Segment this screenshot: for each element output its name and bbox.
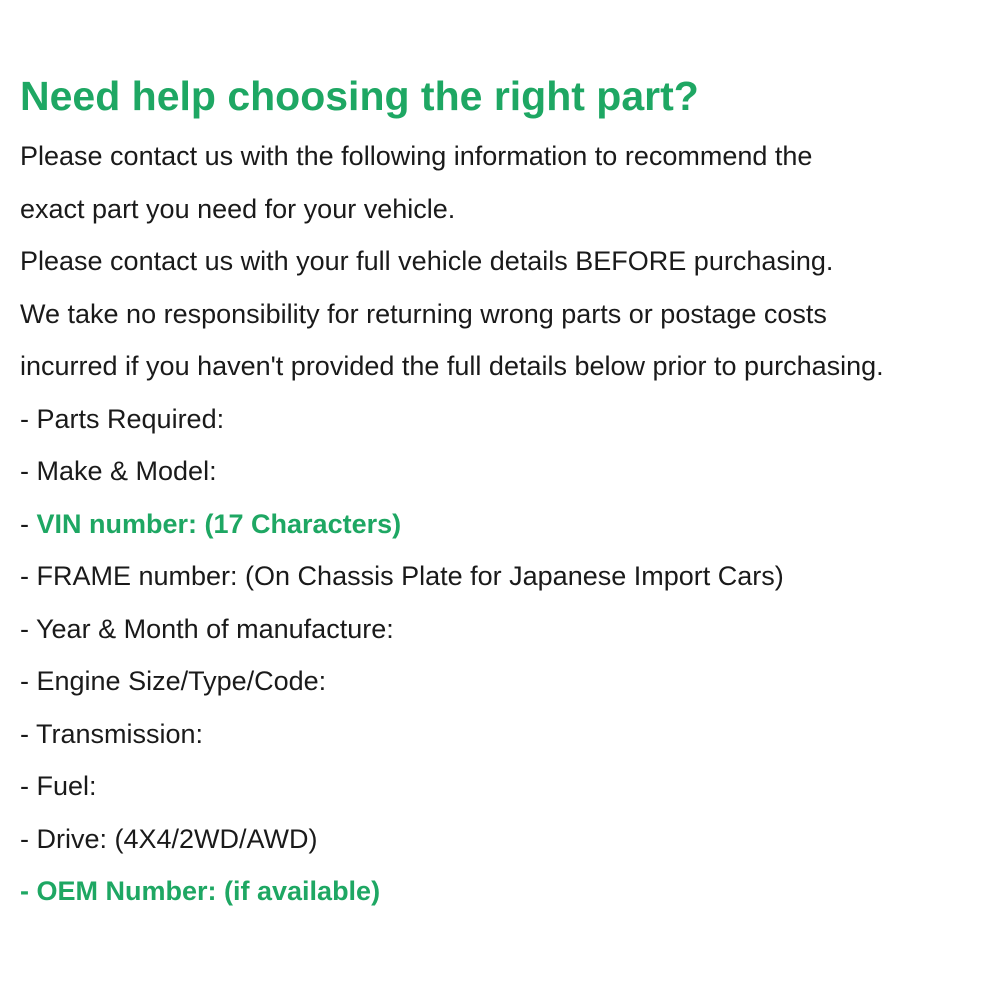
detail-transmission <box>20 708 995 761</box>
intro-line-2: exact part you need for your vehicle. <box>20 193 456 224</box>
bullet-dash: - <box>20 403 37 434</box>
bullet-dash: - <box>20 823 37 854</box>
detail-label: Fuel: <box>36 771 97 801</box>
bullet-dash: - <box>20 876 37 906</box>
bullet-dash: - <box>20 718 37 749</box>
detail-label-highlight: OEM Number: (if available) <box>36 876 381 906</box>
bullet-dash: - <box>20 666 37 696</box>
vehicle-details-list <box>20 393 995 918</box>
intro-line-5: incurred if you haven't provided the full details below prior to purchasing. <box>20 351 884 381</box>
detail-label: FRAME number: (On Chassis Plate for Japanese Import Cars) <box>36 561 784 591</box>
detail-parts-required <box>20 393 995 446</box>
bullet-dash: - <box>20 456 37 486</box>
bullet-dash: - <box>20 561 37 591</box>
detail-oem-number <box>20 865 995 918</box>
info-section <box>20 68 995 918</box>
intro-line-4: We take no responsibility for returning wrong parts or postage costs <box>20 298 827 329</box>
detail-label: Engine Size/Type/Code: <box>36 666 327 696</box>
page-title: Need help choosing the right part? <box>20 73 699 119</box>
intro-line-3: Please contact us with your full vehicle details BEFORE purchasing. <box>20 246 834 276</box>
bullet-dash: - <box>20 771 37 801</box>
detail-fuel <box>20 760 995 813</box>
detail-label: Transmission: <box>36 718 204 749</box>
bullet-dash: - <box>20 508 37 539</box>
detail-label: Make & Model: <box>36 456 217 486</box>
intro-line-1: Please contact us with the following information to recommend the <box>20 141 813 171</box>
bullet-dash: - <box>20 613 37 644</box>
detail-make-model <box>20 445 995 498</box>
detail-vin-number <box>20 498 995 551</box>
detail-drive <box>20 813 995 866</box>
detail-label: Drive: (4X4/2WD/AWD) <box>36 823 318 854</box>
detail-label: Year & Month of manufacture: <box>36 613 394 644</box>
detail-label-highlight: VIN number: (17 Characters) <box>36 508 402 539</box>
detail-year-month <box>20 603 995 656</box>
detail-label: Parts Required: <box>36 403 225 434</box>
detail-engine <box>20 655 995 708</box>
detail-frame-number <box>20 550 995 603</box>
